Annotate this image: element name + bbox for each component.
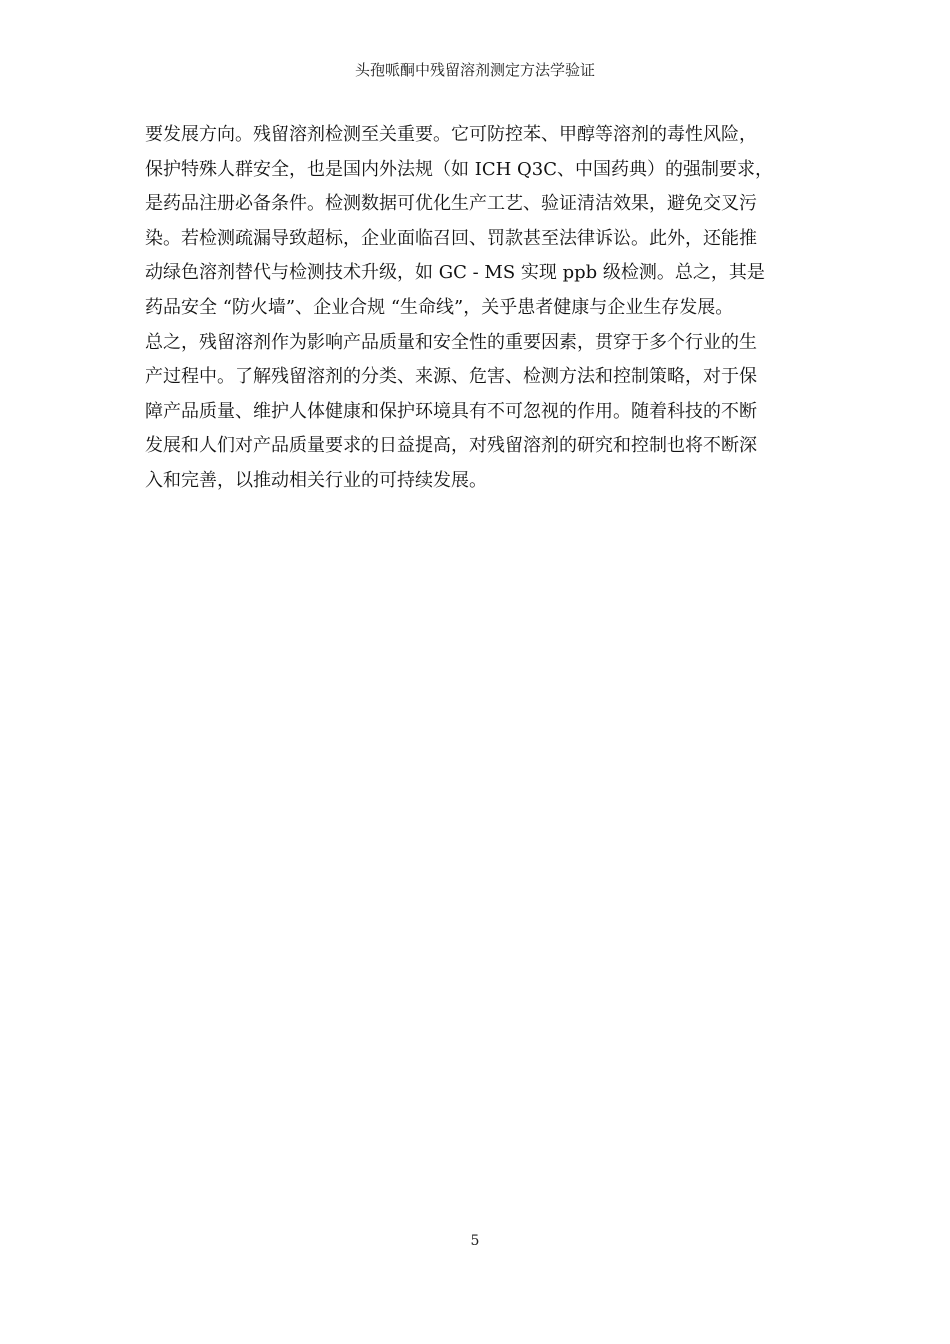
text-line: 保护特殊人群安全，也是国内外法规（如 ICH Q3C、中国药典）的强制要求， (145, 158, 774, 180)
text-line: 动绿色溶剂替代与检测技术升级，如 GC - MS 实现 ppb 级检测。总之，其是 (145, 262, 765, 284)
text-line: 障产品质量、维护人体健康和保护环境具有不可忽视的作用。随着科技的不断 (145, 400, 757, 422)
document-title: 头孢哌酮中残留溶剂测定方法学验证 (354, 61, 595, 79)
text-line: 发展和人们对产品质量要求的日益提高，对残留溶剂的研究和控制也将不断深 (145, 435, 757, 457)
text-line: 总之，残留溶剂作为影响产品质量和安全性的重要因素，贯穿于多个行业的生 (145, 331, 757, 353)
text-line: 药品安全 “防火墙”、企业合规 “生命线”，关乎患者健康与企业生存发展。 (145, 296, 734, 318)
page-header (0, 60, 950, 80)
text-line: 入和完善，以推动相关行业的可持续发展。 (145, 469, 487, 491)
text-line: 产过程中。了解残留溶剂的分类、来源、危害、检测方法和控制策略，对于保 (145, 366, 757, 388)
text-line: 是药品注册必备条件。检测数据可优化生产工艺、验证清洁效果，避免交叉污 (145, 193, 757, 215)
text-line: 要发展方向。残留溶剂检测至关重要。它可防控苯、甲醇等溶剂的毒性风险， (145, 124, 757, 145)
text-line: 染。若检测疏漏导致超标，企业面临召回、罚款甚至法律诉讼。此外，还能推 (145, 227, 757, 249)
body-text (145, 118, 817, 499)
page-number: 5 (470, 1233, 480, 1249)
